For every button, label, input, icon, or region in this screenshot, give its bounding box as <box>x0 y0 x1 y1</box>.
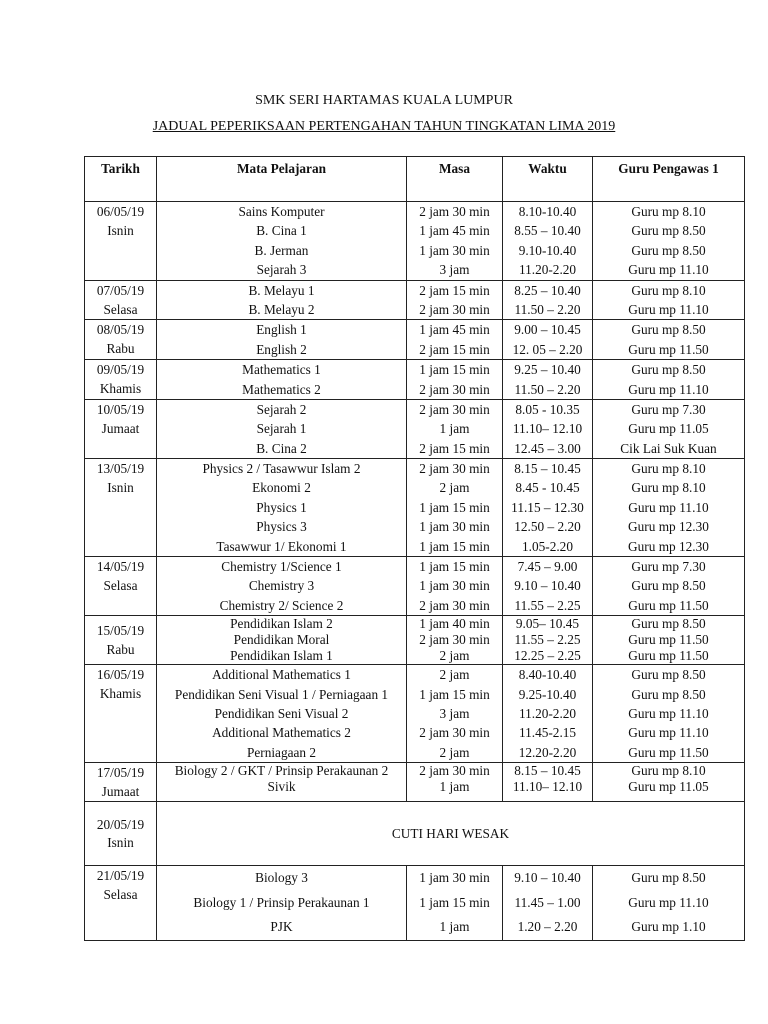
duration-cell <box>407 202 503 281</box>
time-cell <box>503 280 593 320</box>
table-row <box>85 763 745 802</box>
exam-time: 11.50 – 2.20 <box>514 301 581 317</box>
exam-invigilator: Guru mp 8.10 <box>631 204 706 219</box>
column-header: Guru Pengawas 1 <box>593 157 745 202</box>
school-name: SMK SERI HARTAMAS KUALA LUMPUR <box>255 93 513 108</box>
exam-duration: 2 jam 15 min <box>419 440 490 456</box>
date-cell <box>85 802 157 866</box>
exam-subject: B. Melayu 2 <box>248 301 315 317</box>
exam-duration: 2 jam <box>439 648 470 664</box>
table-row <box>85 280 745 320</box>
exam-time: 12.20-2.20 <box>518 744 577 760</box>
exam-duration: 2 jam 30 min <box>419 461 490 477</box>
exam-invigilator: Guru mp 8.50 <box>631 322 706 338</box>
exam-time: 11.55 – 2.25 <box>514 632 581 648</box>
column-header: Tarikh <box>85 157 157 202</box>
invigilator-cell <box>593 202 745 281</box>
date-cell <box>85 459 157 557</box>
duration-cell <box>407 280 503 320</box>
exam-time: 9.10-10.40 <box>518 242 577 258</box>
exam-time: 1.20 – 2.20 <box>517 919 578 935</box>
table-row <box>85 202 745 281</box>
exam-subject: Additional Mathematics 2 <box>212 725 351 741</box>
exam-subject: Physics 1 <box>256 499 307 515</box>
invigilator-cell <box>593 866 745 941</box>
subject-cell <box>157 399 407 458</box>
time-cell <box>503 665 593 763</box>
exam-schedule-table <box>84 156 745 941</box>
exam-subject: Physics 2 / Tasawwur Islam 2 <box>202 461 361 477</box>
subject-cell <box>157 280 407 320</box>
exam-time: 12. 05 – 2.20 <box>512 341 583 357</box>
exam-day: Isnin <box>107 480 134 496</box>
time-cell <box>503 866 593 941</box>
exam-day: Selasa <box>103 887 138 903</box>
exam-subject: Biology 3 <box>255 870 308 886</box>
exam-date: 08/05/19 <box>96 322 145 338</box>
exam-subject: Biology 1 / Prinsip Perakaunan 1 <box>193 894 370 910</box>
exam-invigilator: Guru mp 7.30 <box>631 559 706 575</box>
exam-date: 13/05/19 <box>96 461 145 477</box>
table-row <box>85 802 745 866</box>
date-cell <box>85 557 157 616</box>
time-cell <box>503 202 593 281</box>
exam-time: 8.55 – 10.40 <box>514 223 581 239</box>
exam-duration: 1 jam 40 min <box>419 616 490 632</box>
subject-cell <box>157 616 407 665</box>
exam-subject: Chemistry 2/ Science 2 <box>219 597 344 613</box>
exam-duration: 1 jam 30 min <box>419 870 490 886</box>
time-cell <box>503 616 593 665</box>
exam-time: 11.10– 12.10 <box>512 779 583 795</box>
exam-duration: 2 jam 30 min <box>419 401 490 417</box>
time-cell <box>503 320 593 360</box>
exam-time: 12.45 – 3.00 <box>514 440 581 456</box>
exam-time: 9.25 – 10.40 <box>514 362 581 378</box>
time-cell <box>503 557 593 616</box>
exam-subject: Sejarah 3 <box>256 262 307 278</box>
exam-subject: B. Cina 1 <box>256 223 307 239</box>
exam-time: 11.55 – 2.25 <box>514 597 581 613</box>
exam-time: 8.15 – 10.45 <box>514 461 581 477</box>
exam-date: 07/05/19 <box>96 282 145 298</box>
exam-invigilator: Guru mp 8.50 <box>631 578 706 594</box>
exam-time: 7.45 – 9.00 <box>517 559 578 575</box>
exam-invigilator: Guru mp 12.30 <box>628 538 709 554</box>
exam-date: 17/05/19 <box>96 765 145 781</box>
exam-subject: PJK <box>270 919 293 935</box>
exam-day: Selasa <box>103 578 138 594</box>
table-row <box>85 866 745 941</box>
exam-duration: 1 jam 30 min <box>419 242 490 258</box>
exam-duration: 2 jam 15 min <box>419 282 490 298</box>
exam-time: 8.10-10.40 <box>518 204 577 219</box>
exam-subject: Sains Komputer <box>238 204 325 219</box>
subject-cell <box>157 866 407 941</box>
exam-subject: Ekonomi 2 <box>252 480 311 496</box>
exam-time: 12.50 – 2.20 <box>514 519 581 535</box>
date-cell <box>85 866 157 941</box>
exam-date: 20/05/19 <box>96 816 145 832</box>
exam-time: 9.05– 10.45 <box>515 616 580 632</box>
invigilator-cell <box>593 616 745 665</box>
invigilator-cell <box>593 557 745 616</box>
time-cell <box>503 399 593 458</box>
exam-subject: English 1 <box>256 322 307 338</box>
exam-invigilator: Guru mp 11.10 <box>628 301 709 317</box>
exam-subject: Sejarah 1 <box>256 421 307 437</box>
duration-cell <box>407 557 503 616</box>
exam-invigilator: Guru mp 8.10 <box>631 282 706 298</box>
exam-subject: Perniagaan 2 <box>246 744 317 760</box>
exam-subject: Mathematics 2 <box>242 381 321 397</box>
date-cell <box>85 399 157 458</box>
exam-duration: 2 jam 30 min <box>419 381 490 397</box>
subject-cell <box>157 459 407 557</box>
exam-subject: Additional Mathematics 1 <box>212 667 351 683</box>
column-header: Masa <box>407 157 503 202</box>
column-header: Waktu <box>503 157 593 202</box>
exam-invigilator: Guru mp 11.10 <box>628 725 709 741</box>
date-cell <box>85 280 157 320</box>
exam-subject: B. Melayu 1 <box>248 282 315 298</box>
exam-time: 11.10– 12.10 <box>512 421 583 437</box>
exam-duration: 2 jam <box>439 480 470 496</box>
exam-invigilator: Guru mp 8.10 <box>631 480 706 496</box>
exam-subject: Chemistry 1/Science 1 <box>221 559 342 575</box>
exam-day: Jumaat <box>101 784 140 800</box>
time-cell <box>503 763 593 802</box>
invigilator-cell <box>593 320 745 360</box>
exam-invigilator: Guru mp 11.10 <box>628 262 709 278</box>
exam-duration: 1 jam 45 min <box>419 223 490 239</box>
duration-cell <box>407 665 503 763</box>
exam-subject: Tasawwur 1/ Ekonomi 1 <box>216 538 347 554</box>
subject-cell <box>157 763 407 802</box>
invigilator-cell <box>593 665 745 763</box>
table-row <box>85 616 745 665</box>
exam-time: 11.50 – 2.20 <box>514 381 581 397</box>
exam-day: Rabu <box>106 642 135 658</box>
duration-cell <box>407 320 503 360</box>
exam-day: Selasa <box>103 301 138 317</box>
exam-date: 16/05/19 <box>96 667 145 683</box>
holiday-label: CUTI HARI WESAK <box>391 825 510 841</box>
date-cell <box>85 360 157 400</box>
exam-day: Jumaat <box>101 420 140 436</box>
date-cell <box>85 763 157 802</box>
subject-cell <box>157 202 407 281</box>
exam-subject: Physics 3 <box>256 519 307 535</box>
exam-time: 11.45 – 1.00 <box>514 894 581 910</box>
duration-cell <box>407 360 503 400</box>
exam-subject: Pendidikan Seni Visual 2 <box>214 705 349 721</box>
exam-date: 06/05/19 <box>96 204 145 219</box>
invigilator-cell <box>593 399 745 458</box>
date-cell <box>85 320 157 360</box>
exam-date: 09/05/19 <box>96 362 145 378</box>
exam-invigilator: Guru mp 8.50 <box>631 362 706 378</box>
exam-invigilator: Guru mp 8.50 <box>631 686 706 702</box>
exam-duration: 2 jam 15 min <box>419 341 490 357</box>
exam-invigilator: Guru mp 8.10 <box>631 461 706 477</box>
exam-time: 8.45 - 10.45 <box>515 480 580 496</box>
exam-time: 11.20-2.20 <box>518 262 577 278</box>
time-cell <box>503 360 593 400</box>
table-row <box>85 360 745 400</box>
holiday-cell <box>157 802 745 866</box>
exam-date: 15/05/19 <box>96 623 145 639</box>
duration-cell <box>407 616 503 665</box>
exam-duration: 1 jam 30 min <box>419 578 490 594</box>
column-header: Mata Pelajaran <box>157 157 407 202</box>
date-cell <box>85 202 157 281</box>
exam-time: 9.10 – 10.40 <box>514 870 581 886</box>
invigilator-cell <box>593 459 745 557</box>
exam-invigilator: Guru mp 11.10 <box>628 894 709 910</box>
exam-invigilator: Guru mp 11.50 <box>628 597 709 613</box>
exam-time: 12.25 – 2.25 <box>514 648 581 664</box>
exam-invigilator: Guru mp 11.50 <box>628 744 709 760</box>
exam-time: 8.05 - 10.35 <box>515 401 580 417</box>
exam-invigilator: Guru mp 8.10 <box>631 763 706 779</box>
exam-invigilator: Guru mp 8.50 <box>631 870 706 886</box>
exam-duration: 1 jam <box>439 779 470 795</box>
exam-invigilator: Guru mp 12.30 <box>628 519 709 535</box>
exam-date: 14/05/19 <box>96 559 145 575</box>
exam-duration: 1 jam <box>439 421 470 437</box>
exam-duration: 1 jam 15 min <box>419 894 490 910</box>
exam-time: 11.45-2.15 <box>518 725 577 741</box>
subject-cell <box>157 665 407 763</box>
exam-invigilator: Guru mp 8.50 <box>631 223 706 239</box>
exam-invigilator: Guru mp 11.50 <box>628 632 709 648</box>
table-row <box>85 665 745 763</box>
exam-subject: Mathematics 1 <box>242 362 321 378</box>
subject-cell <box>157 320 407 360</box>
exam-invigilator: Guru mp 11.10 <box>628 499 709 515</box>
exam-invigilator: Guru mp 11.10 <box>628 705 709 721</box>
exam-invigilator: Guru mp 11.05 <box>628 421 709 437</box>
table-row <box>85 320 745 360</box>
exam-time: 9.00 – 10.45 <box>514 322 581 338</box>
exam-date: 10/05/19 <box>96 401 145 417</box>
exam-subject: Sejarah 2 <box>256 401 307 417</box>
exam-invigilator: Guru mp 8.50 <box>631 667 706 683</box>
exam-subject: Sivik <box>267 779 296 795</box>
exam-subject: Pendidikan Moral <box>233 632 330 648</box>
exam-day: Rabu <box>106 341 135 357</box>
exam-duration: 2 jam 30 min <box>419 597 490 613</box>
exam-time: 8.25 – 10.40 <box>514 282 581 298</box>
exam-time: 11.20-2.20 <box>518 705 577 721</box>
exam-invigilator: Guru mp 11.05 <box>628 779 709 795</box>
exam-duration: 2 jam <box>439 744 470 760</box>
subject-cell <box>157 557 407 616</box>
exam-invigilator: Cik Lai Suk Kuan <box>620 440 717 456</box>
exam-duration: 2 jam <box>439 667 470 683</box>
table-row <box>85 557 745 616</box>
exam-time: 1.05-2.20 <box>522 538 573 554</box>
duration-cell <box>407 459 503 557</box>
exam-duration: 1 jam 45 min <box>419 322 490 338</box>
exam-time: 9.25-10.40 <box>518 686 577 702</box>
exam-day: Khamis <box>99 381 142 397</box>
exam-day: Khamis <box>99 686 142 702</box>
exam-duration: 2 jam 30 min <box>419 632 490 648</box>
exam-duration: 2 jam 30 min <box>419 204 490 219</box>
duration-cell <box>407 866 503 941</box>
exam-duration: 1 jam 30 min <box>419 519 490 535</box>
exam-duration: 1 jam 15 min <box>419 686 490 702</box>
exam-time: 8.40-10.40 <box>518 667 577 683</box>
table-header-row <box>85 157 745 202</box>
table-row <box>85 459 745 557</box>
table-row <box>85 399 745 458</box>
exam-invigilator: Guru mp 11.50 <box>628 341 709 357</box>
exam-duration: 3 jam <box>439 262 470 278</box>
exam-duration: 3 jam <box>439 705 470 721</box>
exam-invigilator: Guru mp 11.50 <box>628 648 709 664</box>
exam-duration: 1 jam 15 min <box>419 362 490 378</box>
duration-cell <box>407 399 503 458</box>
exam-subject: Biology 2 / GKT / Prinsip Perakaunan 2 <box>174 763 389 779</box>
date-cell <box>85 665 157 763</box>
exam-subject: Pendidikan Islam 1 <box>230 648 333 664</box>
exam-invigilator: Guru mp 7.30 <box>631 401 706 417</box>
exam-subject: B. Jerman <box>254 242 309 258</box>
exam-subject: Chemistry 3 <box>248 578 315 594</box>
date-cell <box>85 616 157 665</box>
exam-day: Isnin <box>107 834 134 850</box>
exam-duration: 1 jam 15 min <box>419 538 490 554</box>
exam-duration: 2 jam 30 min <box>419 301 490 317</box>
invigilator-cell <box>593 360 745 400</box>
exam-duration: 1 jam <box>439 919 470 935</box>
exam-duration: 1 jam 15 min <box>419 499 490 515</box>
exam-time: 9.10 – 10.40 <box>514 578 581 594</box>
exam-day: Isnin <box>107 223 134 238</box>
document-title: JADUAL PEPERIKSAAN PERTENGAHAN TAHUN TINGKATAN LIMA 2019 <box>152 119 616 134</box>
exam-invigilator: Guru mp 8.50 <box>631 242 706 258</box>
time-cell <box>503 459 593 557</box>
exam-subject: English 2 <box>256 341 307 357</box>
exam-duration: 2 jam 30 min <box>419 763 490 779</box>
exam-invigilator: Guru mp 11.10 <box>628 381 709 397</box>
exam-time: 8.15 – 10.45 <box>514 763 581 779</box>
exam-time: 11.15 – 12.30 <box>511 499 584 515</box>
exam-date: 21/05/19 <box>96 868 145 884</box>
exam-subject: Pendidikan Islam 2 <box>230 616 333 632</box>
exam-duration: 1 jam 15 min <box>419 559 490 575</box>
exam-invigilator: Guru mp 1.10 <box>631 919 706 935</box>
invigilator-cell <box>593 280 745 320</box>
subject-cell <box>157 360 407 400</box>
exam-invigilator: Guru mp 8.50 <box>631 616 706 632</box>
exam-duration: 2 jam 30 min <box>419 725 490 741</box>
exam-subject: Pendidikan Seni Visual 1 / Perniagaan 1 <box>174 686 389 702</box>
invigilator-cell <box>593 763 745 802</box>
exam-subject: B. Cina 2 <box>256 440 307 456</box>
duration-cell <box>407 763 503 802</box>
